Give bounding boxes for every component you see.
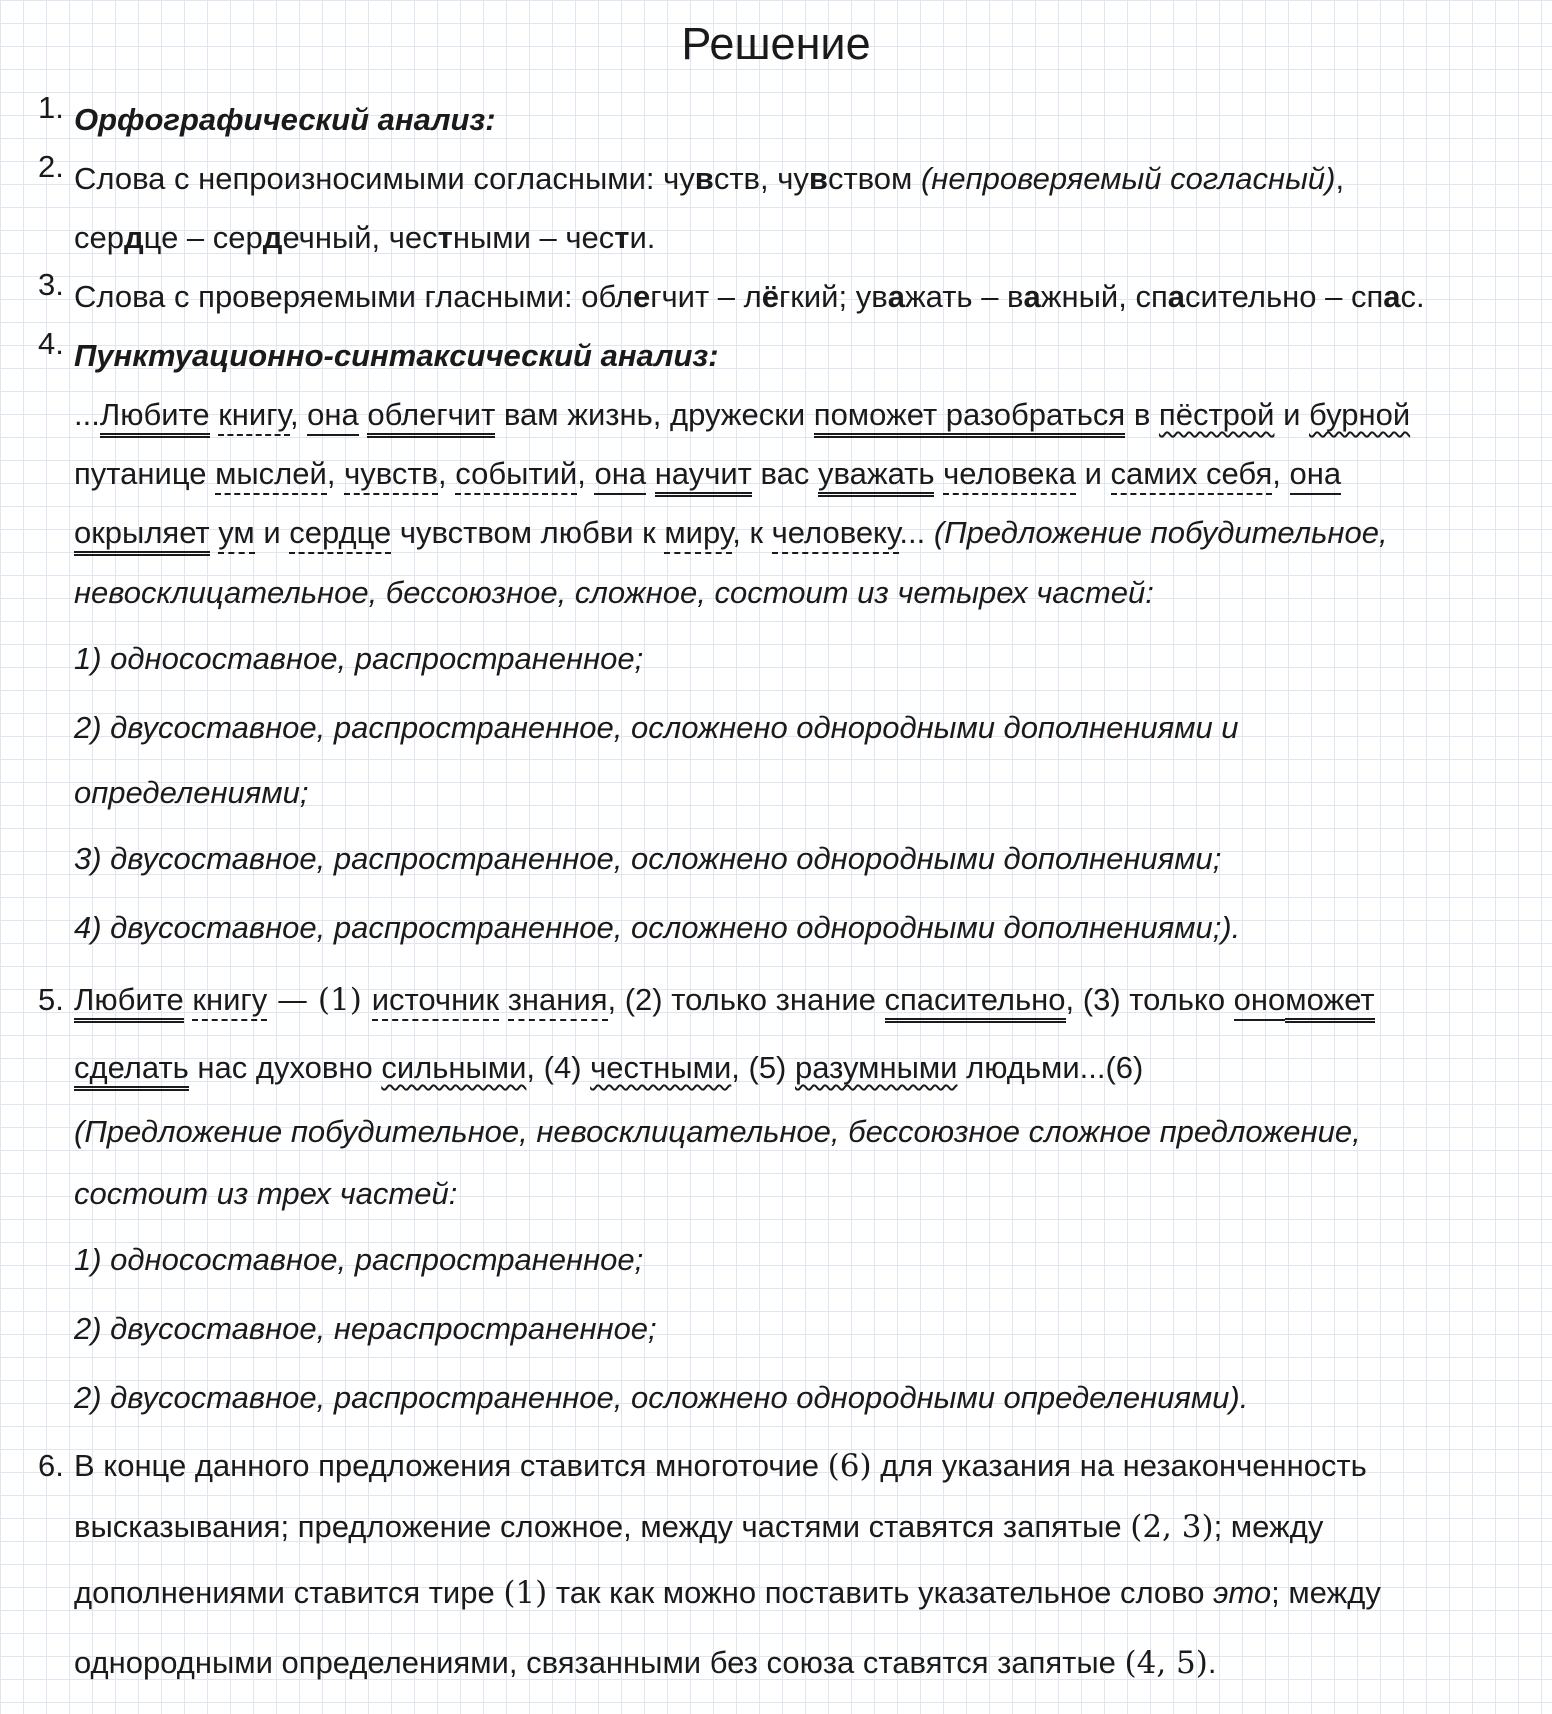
text-line: Слова с непроизносимыми согласными: чувств, чувством (непроверяемый согласный), [74,161,1345,196]
attribute-underline: честными [590,1050,732,1085]
object-underline: событий [455,456,577,495]
analysis-note: невосклицательное, бессоюзное, сложное, состоит из четырех частей: [74,575,1154,610]
text-line: сердце – сердечный, честными – чести. [74,220,656,255]
page-title: Решение [681,18,871,69]
parsed-sentence-line: ...Любите книгу, она облегчит вам жизнь, дружески поможет разобраться в пёстрой и бурной [74,385,1528,444]
object-underline: человека [943,456,1076,495]
item-number: 4. [38,326,64,361]
object-underline: знания [508,982,608,1021]
predicate-underline: Любите [74,982,184,1023]
list-item [38,149,1528,267]
subject-underline: она [594,456,646,495]
list-item [38,966,1528,1432]
list-item [38,326,1528,962]
object-underline: миру [664,515,732,554]
text-line: однородными определениями, связанными без союза ставятся запятые (4, 5). [74,1645,1217,1681]
solution-list [38,90,1528,1698]
attribute-underline: разумными [795,1050,958,1085]
object-underline: мыслей [215,456,327,495]
analysis-note: 1) односоставное, распространенное; [74,641,644,676]
predicate-underline: спасительно [885,982,1066,1023]
predicate-underline: поможет разобраться [814,397,1125,438]
analysis-note: 1) односоставное, распространенное; [74,1242,644,1277]
predicate-underline: окрыляет [74,515,210,556]
text-line: высказывания; предложение сложное, между частями ставятся запятые (2, 3); между [74,1509,1324,1545]
predicate-underline: облегчит [367,397,495,438]
object-underline: ум [218,515,254,554]
analysis-note: 2) двусоставное, распространенное, осложнено однородными дополнениями и [74,710,1239,745]
parsed-sentence-line: сделать нас духовно сильными, (4) честными, (5) разумными людьми...(6) [74,1034,1528,1101]
parsed-sentence-line: путанице мыслей, чувств, событий, она научит вас уважать человека и самих себя, она [74,444,1528,503]
section-heading: Орфографический анализ: [74,102,496,137]
item-number: 1. [38,90,64,125]
item-number: 6. [38,1448,64,1483]
predicate-underline: уважать [818,456,935,497]
list-item [38,90,1528,149]
object-underline: источник [372,982,499,1021]
attribute-underline: бурной [1309,397,1411,432]
analysis-note: 3) двусоставное, распространенное, осложнено однородными дополнениями; [74,841,1222,876]
subject-underline: оно [1234,982,1286,1021]
analysis-note: состоит из трех частей: [74,1176,458,1211]
object-underline: книгу [192,982,267,1021]
list-item [38,267,1528,326]
object-underline: человеку [772,515,900,554]
analysis-note: (Предложение побудительное, невосклицательное, бессоюзное сложное предложение, [74,1114,1361,1149]
analysis-note: 4) двусоставное, распространенное, осложнено однородными дополнениями;). [74,910,1241,945]
object-underline: чувств [344,456,438,495]
analysis-note: 2) двусоставное, распространенное, осложнено однородными определениями). [74,1380,1249,1415]
analysis-note: определениями; [74,775,309,810]
item-number: 5. [38,982,64,1017]
predicate-underline: Любите [100,397,210,438]
predicate-underline: может [1285,982,1374,1023]
attribute-underline: сильными [381,1050,527,1085]
attribute-underline: пёстрой [1158,397,1275,432]
item-number: 3. [38,267,64,302]
object-underline: самих себя [1111,456,1273,495]
text-line: В конце данного предложения ставится многоточие (6) для указания на незаконченность [74,1448,1367,1484]
list-item [38,1436,1528,1698]
predicate-underline: сделать [74,1050,189,1091]
subject-underline: она [1290,456,1342,495]
parsed-sentence-line: окрыляет ум и сердце чувством любви к миру, к человеку... (Предложение побудительное, [74,503,1528,562]
text-line: дополнениями ставится тире (1) так как можно поставить указательное слово это; между [74,1575,1381,1611]
item-number: 2. [38,149,64,184]
object-underline: книгу [218,397,290,436]
predicate-underline: научит [655,456,752,497]
section-heading: Пунктуационно-синтаксический анализ: [74,338,719,373]
subject-underline: она [307,397,359,436]
analysis-note: 2) двусоставное, нераспространенное; [74,1311,657,1346]
parsed-sentence-line: Любите книгу — (1) источник знания, (2) только знание спасительно, (3) только ономожет [74,966,1528,1034]
text-line: Слова с проверяемыми гласными: облегчит – лёгкий; уважать – важный, спасительно – спас. [74,279,1425,314]
object-underline: сердце [289,515,391,554]
